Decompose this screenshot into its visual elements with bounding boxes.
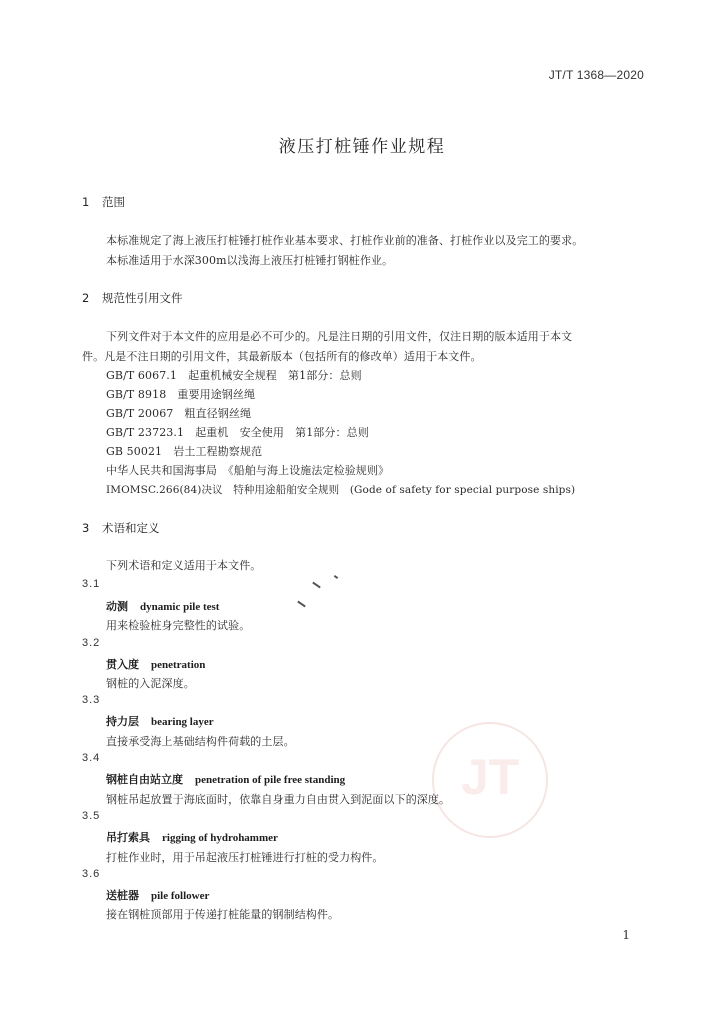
term-zh: 贯入度: [106, 658, 139, 671]
section-heading-normative: [82, 290, 183, 306]
term-number: 3.5: [82, 810, 101, 822]
term-definition: 直接承受海上基础结构件荷载的土层。: [106, 735, 295, 748]
section-heading-terms: [82, 520, 160, 536]
scan-mark: [334, 575, 338, 579]
term-definition: 接在钢桩顶部用于传递打桩能量的钢制结构件。: [106, 908, 340, 921]
term-entry: [106, 829, 278, 845]
section-title: 规范性引用文件: [102, 291, 183, 305]
term-zh: 钢桩自由站立度: [106, 773, 183, 786]
page-number: 1: [622, 928, 630, 942]
term-definition: 钢桩的入泥深度。: [106, 677, 195, 690]
term-number: 3.2: [82, 637, 101, 649]
scan-mark: [297, 601, 306, 608]
term-en: pile follower: [151, 890, 210, 902]
term-number: 3.3: [82, 694, 101, 706]
reference-item: IMOMSC.266(84)决议 特种用途船舶安全规则 (Gode of safety for special purpose ships): [106, 484, 576, 496]
reference-item: 中华人民共和国海事局 《船舶与海上设施法定检验规则》: [106, 464, 390, 477]
scan-mark: [312, 582, 321, 589]
term-en: rigging of hydrohammer: [162, 832, 278, 844]
standard-number: JT/T 1368—2020: [548, 68, 644, 82]
term-en: dynamic pile test: [140, 601, 220, 613]
term-en: penetration of pile free standing: [195, 774, 346, 786]
term-definition: 打桩作业时，用于吊起液压打桩锤进行打桩的受力构件。: [106, 851, 384, 864]
section-number: 3: [82, 521, 90, 535]
term-entry: [106, 656, 205, 672]
term-entry: [106, 713, 214, 729]
document-title: 液压打桩锤作业规程: [278, 137, 446, 157]
normative-intro: 件。凡是不注日期的引用文件，其最新版本（包括所有的修改单）适用于本文件。: [82, 350, 482, 363]
term-number: 3.4: [82, 752, 101, 764]
section-title: 范围: [102, 195, 125, 209]
term-number: 3.6: [82, 868, 101, 880]
section-heading-scope: [82, 194, 125, 210]
jt-watermark: JT: [432, 722, 548, 838]
term-definition: 用来检验桩身完整性的试验。: [106, 619, 251, 632]
reference-item: GB/T 8918 重要用途钢丝绳: [106, 388, 256, 401]
term-entry: [106, 887, 209, 903]
term-zh: 送桩器: [106, 889, 139, 902]
scope-paragraph: 本标准规定了海上液压打桩锤打桩作业基本要求、打桩作业前的准备、打桩作业以及完工的要求。: [106, 234, 584, 247]
term-definition: 钢桩吊起放置于海底面时，依靠自身重力自由贯入到泥面以下的深度。: [106, 793, 451, 806]
section-number: 2: [82, 291, 90, 305]
section-number: 1: [82, 195, 90, 209]
term-number: 3.1: [82, 578, 101, 590]
term-zh: 动测: [106, 600, 128, 613]
normative-intro: 下列文件对于本文件的应用是必不可少的。凡是注日期的引用文件，仅注日期的版本适用于本文: [106, 330, 573, 343]
term-en: penetration: [151, 659, 206, 671]
term-zh: 吊打索具: [106, 831, 150, 844]
term-entry: [106, 771, 345, 787]
reference-item: GB/T 23723.1 起重机 安全使用 第1部分：总则: [106, 426, 369, 439]
term-zh: 持力层: [106, 715, 139, 728]
reference-item: GB/T 6067.1 起重机械安全规程 第1部分：总则: [106, 369, 362, 382]
reference-item: GB/T 20067 粗直径钢丝绳: [106, 407, 252, 420]
term-entry: [106, 598, 219, 614]
scope-paragraph: 本标准适用于水深300m以浅海上液压打桩锤打钢桩作业。: [106, 254, 394, 267]
reference-item: GB 50021 岩土工程勘察规范: [106, 445, 263, 458]
terms-intro: 下列术语和定义适用于本文件。: [106, 559, 262, 572]
term-en: bearing layer: [151, 716, 214, 728]
section-title: 术语和定义: [102, 521, 160, 535]
